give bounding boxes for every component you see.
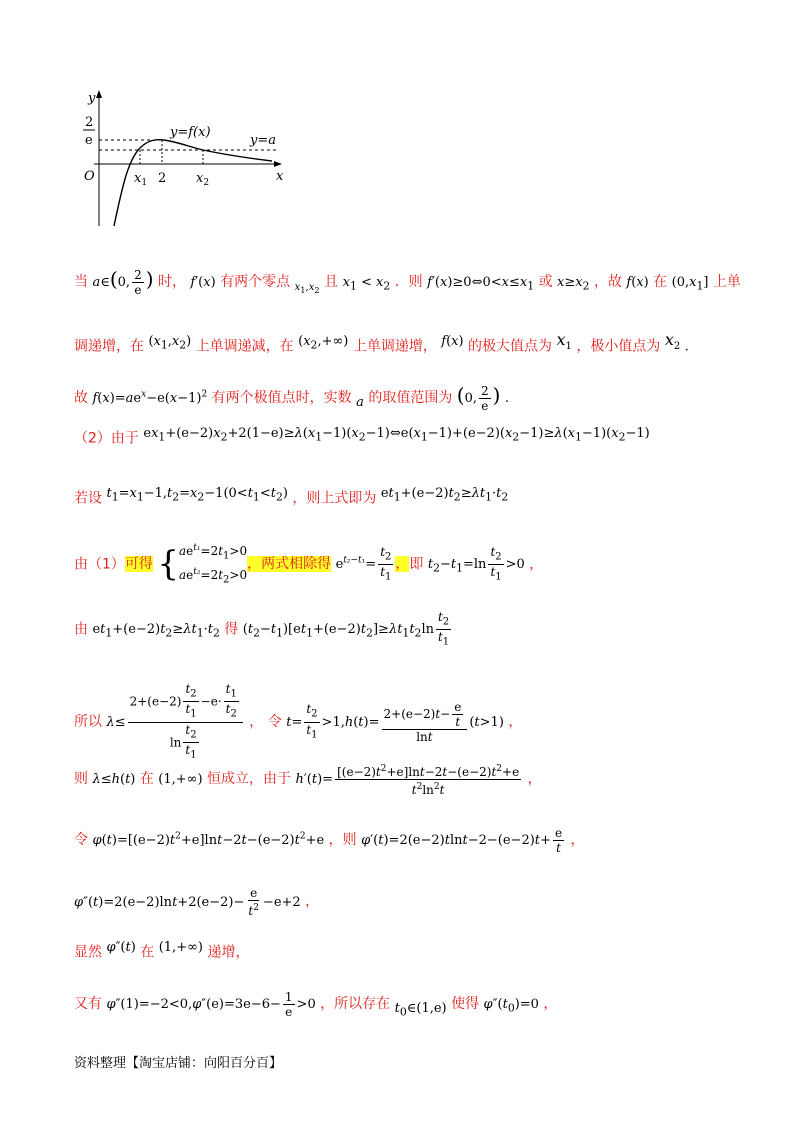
function-graph — [72, 88, 292, 238]
line-10: 令 $\varphi(t)=[(e-2)t^2+e]\ln t-2t-(e-2)t^2+e$ ，则 φ′(t)=2(e−2)tlnt−2−(e−2)t+ $\frac{e}{t}$ ， — [74, 826, 585, 855]
line-3: 故 $f(x)=ae^x-e(x-1)^2$ 有两个极值点时，实数 a 的取值范围为 (0, $\frac{2}{e}$ ) . — [74, 383, 510, 413]
line-12: 显然 φ″(t) 在 (1,+∞) 递增， — [74, 940, 250, 961]
line-13: 又有 φ″(1)=−2<0,φ″(e)=3e−6− $\frac{1}{e}$ >0 ，所以存在 $t_0\in(1,e)$ 使得 $\varphi''(t_0)=0$ ， — [74, 990, 558, 1019]
line-5: 若设 $t_1=x_1-1,t_2=x_2-1(0<t_1<t_2)$ ，则上式即为 $et_1+(e-2)t_2\ge\lambda t_1\cdot t_2$ — [74, 486, 509, 507]
line-9: 则 λ≤h(t) 在 (1,+∞) 恒成立，由于 h′(t)= $\frac{[(e-2)t^2+e]\ln t-2t-(e-2)t^2+e}{t^2\ln^2t}$ ， — [74, 764, 542, 797]
y-axis-label: y — [88, 91, 96, 106]
line-1: 当 a∈(0, $\frac{2}{e}$ ) 时， f′(x) 有两个零点 $_{x_1,x_2}$ 且 $x_1 < x_2$ ．则 $f'(x)\ge 0\Leftrightarrow 0<x\le x_1$ 或 $x\ge x_2$ ，故 f(x) 在 $(0,x_1]$ 上单 — [74, 267, 741, 297]
x1-label: $x_1$ — [134, 171, 148, 188]
x-axis-arrow — [274, 161, 282, 167]
line-8: 所以 λ≤ 2+(e−2) $\frac{t_2}{t_1}$ −e· $\frac{t_1}{t_2}$ ln $\frac{t_2}{t_1}$ ， 令 t= $\frac{t_2}{t_1}$ >1,h(t)= 2+(e−2)t− $\frac{e}{t}$ lnt (t>1) ， — [74, 682, 523, 761]
line-11: φ″(t)=2(e−2)lnt+2(e−2)− $\frac{e}{t^2}$ −e+2 ， — [74, 886, 320, 918]
y-tick-num: 2 — [85, 115, 94, 130]
line-2: 调递增，在 $(x_1,x_2)$ 上单调递减，在 $(x_2,+\infty)$ 上单调递增， f(x) 的极大值点为 $x_1$ ，极小值点为 $x_2$ . — [74, 330, 689, 355]
curve-label: y=f(x) — [170, 125, 211, 140]
x-axis-label: x — [276, 169, 284, 184]
line-a-label: y=a — [250, 133, 276, 148]
y-axis-arrow — [96, 90, 102, 98]
footer-note: 资料整理【淘宝店铺：向阳百分百】 — [74, 1056, 283, 1071]
two-label: 2 — [158, 171, 167, 186]
line-4: （2）由于 $ex_1+(e-2)x_2+2(1-e)\ge\lambda(x_1-1)(x_2-1)\Leftrightarrow e(x_1-1)+(e-2)(x_2-1)\ge\lambda(x_1-1)(x_2-1)$ — [74, 426, 650, 447]
x2-label: $x_2$ — [196, 171, 210, 188]
line-7: 由 $et_1+(e-2)t_2\ge\lambda t_1\cdot t_2$ 得 $(t_2-t_1)[et_1+(e-2)t_2]\ge\lambda t_1t_2\ln$ $\frac{t_2}{t_1}$ — [74, 610, 450, 648]
line-6: 由（1）可得 { $ae^{t_1}=2t_1>0$ $ae^{t_2}=2t_2>0$ ，两式相除得 $e^{t_2-t_1}=$ $\frac{t_2}{t_1}$ ，即 $t_2-t_1=\ln$ $\frac{t_2}{t_1}$ >0 ， — [74, 543, 544, 586]
origin-label: O — [84, 169, 95, 184]
y-tick-den: e — [85, 133, 93, 148]
